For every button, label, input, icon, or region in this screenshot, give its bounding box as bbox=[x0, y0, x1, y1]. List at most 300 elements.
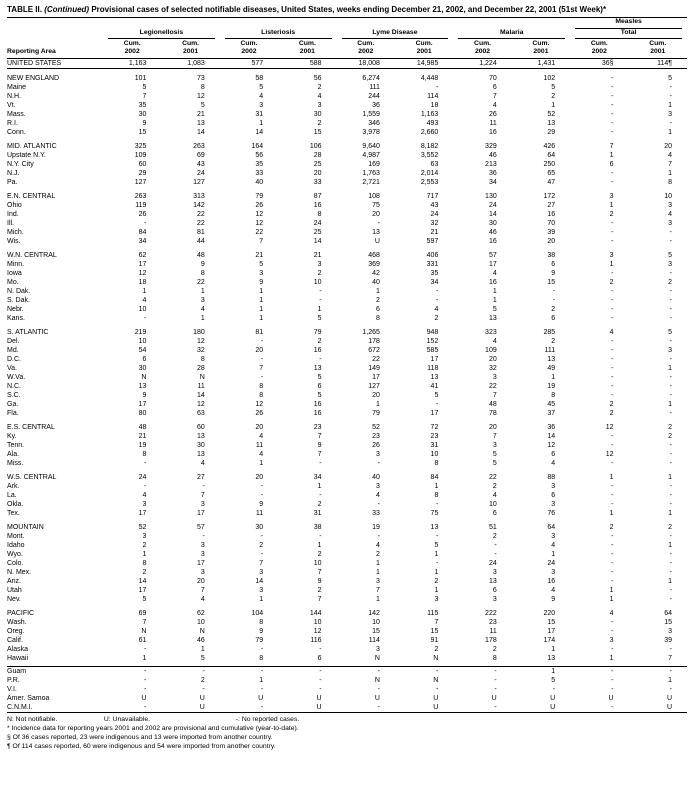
value-cell: 24 bbox=[488, 559, 497, 567]
reporting-area-cell: Ariz. bbox=[7, 577, 21, 585]
value-cell: 14 bbox=[196, 391, 205, 399]
value-cell: 14 bbox=[547, 432, 556, 440]
value-cell: 46 bbox=[196, 636, 205, 644]
value-cell: 30 bbox=[313, 110, 322, 118]
value-cell: 180 bbox=[193, 328, 205, 336]
value-cell: 64 bbox=[547, 151, 556, 159]
reporting-area-cell: Guam bbox=[7, 668, 27, 676]
value-cell: - bbox=[260, 373, 264, 381]
value-cell: 1 bbox=[609, 201, 614, 209]
value-cell: 1 bbox=[259, 314, 264, 322]
value-cell: N bbox=[141, 373, 147, 381]
value-cell: 4 bbox=[259, 432, 264, 440]
legend-not-notifiable: N: Not notifiable. bbox=[7, 716, 58, 724]
value-cell: 1 bbox=[259, 119, 264, 127]
value-cell: 9 bbox=[317, 441, 322, 449]
value-cell: 46 bbox=[488, 151, 497, 159]
value-cell: 7 bbox=[434, 618, 439, 626]
table-body bbox=[7, 59, 687, 713]
value-cell: 28 bbox=[313, 151, 322, 159]
value-cell: - bbox=[669, 119, 672, 127]
group-header-legionellosis bbox=[103, 29, 220, 39]
table-row-w-va bbox=[7, 373, 687, 382]
value-cell: 1 bbox=[376, 400, 380, 408]
value-cell: 17 bbox=[138, 400, 147, 408]
value-cell: 3 bbox=[259, 101, 264, 109]
table-row-mass bbox=[7, 110, 687, 119]
value-cell: 285 bbox=[543, 328, 556, 336]
value-cell: 27 bbox=[196, 473, 205, 481]
value-cell: 7 bbox=[492, 391, 497, 399]
value-cell: - bbox=[611, 74, 614, 82]
value-cell: 144 bbox=[309, 609, 322, 617]
value-cell: N bbox=[199, 373, 205, 381]
value-cell: 174 bbox=[543, 636, 556, 644]
value-cell: - bbox=[319, 532, 322, 540]
value-cell: 2 bbox=[668, 278, 672, 286]
value-cell: 493 bbox=[426, 119, 439, 127]
value-cell: 2 bbox=[492, 532, 497, 540]
value-cell: 2 bbox=[142, 541, 147, 549]
table-row-fla bbox=[7, 409, 687, 418]
value-cell: 14 bbox=[138, 577, 147, 585]
reporting-area-cell: NEW ENGLAND bbox=[7, 74, 60, 82]
value-cell: - bbox=[669, 337, 672, 345]
value-cell: 5 bbox=[317, 314, 322, 322]
table-title-continued: (Continued) bbox=[44, 5, 90, 14]
value-cell: 15 bbox=[547, 278, 556, 286]
table-row-n-y-city bbox=[7, 160, 687, 169]
reporting-area-cell: La. bbox=[7, 491, 17, 499]
reporting-area-cell: N.Y. City bbox=[7, 160, 34, 168]
table-row-ohio bbox=[7, 201, 687, 210]
value-cell: - bbox=[611, 500, 614, 508]
table-row-p-r bbox=[7, 676, 687, 685]
value-cell: 20 bbox=[255, 423, 264, 431]
value-cell: - bbox=[260, 482, 264, 490]
value-cell: 3 bbox=[492, 595, 497, 603]
header-row-groups bbox=[7, 29, 687, 39]
value-cell: 263 bbox=[193, 142, 205, 150]
value-cell: 3 bbox=[200, 550, 205, 558]
value-cell: 33 bbox=[313, 178, 322, 186]
value-cell: 577 bbox=[220, 59, 278, 69]
value-cell: - bbox=[669, 269, 672, 277]
value-cell: 41 bbox=[430, 382, 439, 390]
value-cell: 91 bbox=[430, 636, 439, 644]
value-cell: 3 bbox=[668, 219, 672, 227]
value-cell: 13 bbox=[430, 523, 439, 531]
value-cell: 30 bbox=[488, 219, 497, 227]
value-cell: 39 bbox=[547, 228, 556, 236]
value-cell: 244 bbox=[368, 92, 380, 100]
value-cell: - bbox=[611, 441, 614, 449]
value-cell: 142 bbox=[193, 201, 205, 209]
table-row-del bbox=[7, 337, 687, 346]
value-cell: 2 bbox=[259, 541, 264, 549]
value-cell: 4 bbox=[376, 491, 380, 499]
value-cell: 346 bbox=[368, 119, 380, 127]
reporting-area-cell: R.I. bbox=[7, 119, 18, 127]
value-cell: - bbox=[319, 645, 322, 653]
value-cell: 19 bbox=[547, 382, 556, 390]
value-cell: U bbox=[550, 704, 556, 712]
value-cell: 22 bbox=[372, 355, 380, 363]
header-row-cum bbox=[7, 39, 687, 59]
reporting-area-cell: Ga. bbox=[7, 400, 19, 408]
value-cell: 10 bbox=[313, 618, 322, 626]
value-cell: - bbox=[494, 668, 497, 676]
value-cell: U bbox=[374, 695, 380, 703]
reporting-area-cell: Amer. Samoa bbox=[7, 695, 50, 703]
value-cell: 36§ bbox=[570, 59, 628, 69]
value-cell: 1 bbox=[317, 541, 322, 549]
value-cell: 36 bbox=[372, 101, 380, 109]
value-cell: 57 bbox=[196, 523, 205, 531]
value-cell: 5 bbox=[259, 83, 264, 91]
value-cell: 13 bbox=[196, 119, 205, 127]
reporting-area-cell: S. ATLANTIC bbox=[7, 328, 49, 336]
table-row-n-j bbox=[7, 169, 687, 178]
col-header-listeriosis-cum-2002: Cum. 2002 bbox=[220, 39, 278, 59]
value-cell: - bbox=[260, 668, 264, 676]
value-cell: 2 bbox=[492, 645, 497, 653]
value-cell: 5 bbox=[492, 450, 497, 458]
value-cell: 15 bbox=[547, 618, 556, 626]
value-cell: - bbox=[611, 92, 614, 100]
value-cell: 15 bbox=[664, 618, 672, 626]
value-cell: 3,978 bbox=[362, 128, 380, 136]
value-cell: - bbox=[611, 459, 614, 467]
value-cell: 1 bbox=[492, 287, 497, 295]
value-cell: 5 bbox=[259, 260, 264, 268]
value-cell: 2 bbox=[376, 550, 380, 558]
value-cell: 34 bbox=[488, 178, 497, 186]
value-cell: 3 bbox=[668, 346, 672, 354]
value-cell: 16 bbox=[488, 128, 497, 136]
legend-unavailable: U: Unavailable. bbox=[103, 716, 150, 724]
value-cell: 5 bbox=[434, 391, 439, 399]
value-cell: 2 bbox=[317, 337, 322, 345]
value-cell: - bbox=[669, 409, 672, 417]
value-cell: 60 bbox=[196, 423, 205, 431]
reporting-area-cell: P.R. bbox=[7, 677, 20, 685]
value-cell: 30 bbox=[138, 364, 147, 372]
footnote-incidence: * Incidence data for reporting years 2001 and 2002 are provisional and cumulative (year-to-date). bbox=[7, 725, 299, 733]
col-header-malaria-cum-2001: Cum. 2001 bbox=[512, 39, 570, 59]
value-cell: 164 bbox=[251, 142, 264, 150]
col-header-lyme-cum-2002: Cum. 2002 bbox=[337, 39, 395, 59]
value-cell: 12 bbox=[605, 423, 614, 431]
value-cell: 1 bbox=[376, 595, 380, 603]
value-cell: 717 bbox=[426, 192, 439, 200]
value-cell: - bbox=[319, 459, 322, 467]
reporting-area-cell: C.N.M.I. bbox=[7, 704, 33, 712]
value-cell: - bbox=[494, 677, 497, 685]
value-cell: 10 bbox=[488, 500, 497, 508]
value-cell: 6 bbox=[609, 160, 614, 168]
value-cell: 3,552 bbox=[420, 151, 439, 159]
value-cell: - bbox=[319, 686, 322, 694]
value-cell: - bbox=[669, 382, 672, 390]
value-cell: 406 bbox=[426, 251, 439, 259]
value-cell: 1 bbox=[259, 459, 264, 467]
reporting-area-cell: Ohio bbox=[7, 201, 22, 209]
value-cell: 3 bbox=[668, 627, 672, 635]
value-cell: 1 bbox=[142, 287, 147, 295]
value-cell: 20 bbox=[372, 391, 380, 399]
value-cell: 9 bbox=[551, 595, 556, 603]
value-cell: - bbox=[611, 314, 614, 322]
value-cell: 10 bbox=[430, 450, 439, 458]
value-cell: 17 bbox=[430, 409, 439, 417]
reporting-area-cell: Pa. bbox=[7, 178, 18, 186]
value-cell: 9 bbox=[200, 260, 205, 268]
value-cell: 51 bbox=[488, 523, 497, 531]
value-cell: 14 bbox=[313, 237, 322, 245]
value-cell: - bbox=[494, 550, 497, 558]
value-cell: N bbox=[199, 627, 205, 635]
value-cell: 2 bbox=[317, 500, 322, 508]
value-cell: 20 bbox=[196, 577, 205, 585]
value-cell: 1 bbox=[551, 550, 556, 558]
value-cell: 13 bbox=[372, 228, 380, 236]
value-cell: - bbox=[436, 559, 439, 567]
value-cell: 9 bbox=[259, 278, 264, 286]
value-cell: 22 bbox=[488, 473, 497, 481]
value-cell: 25 bbox=[313, 228, 322, 236]
value-cell: 3 bbox=[609, 636, 614, 644]
value-cell: 13 bbox=[488, 314, 497, 322]
value-cell: - bbox=[436, 532, 439, 540]
value-cell: 4 bbox=[492, 337, 497, 345]
value-cell: 3 bbox=[609, 251, 614, 259]
value-cell: 22 bbox=[196, 278, 205, 286]
value-cell: 6 bbox=[376, 305, 380, 313]
value-cell: 16 bbox=[488, 278, 497, 286]
value-cell: 40 bbox=[372, 473, 380, 481]
value-cell: 43 bbox=[196, 160, 205, 168]
value-cell: 43 bbox=[430, 201, 439, 209]
value-cell: U bbox=[433, 704, 439, 712]
value-cell: U bbox=[491, 695, 497, 703]
value-cell: - bbox=[144, 686, 147, 694]
reporting-area-header bbox=[7, 18, 103, 58]
value-cell: 2 bbox=[551, 337, 556, 345]
value-cell: 1 bbox=[376, 559, 380, 567]
reporting-area-cell: N. Dak. bbox=[7, 287, 31, 295]
value-cell: 101 bbox=[134, 74, 147, 82]
reporting-area-cell: UNITED STATES bbox=[7, 59, 103, 69]
value-cell: - bbox=[377, 219, 380, 227]
value-cell: 20 bbox=[255, 346, 264, 354]
value-cell: 84 bbox=[430, 473, 439, 481]
value-cell: 35 bbox=[430, 269, 439, 277]
value-cell: 2 bbox=[200, 677, 205, 685]
value-cell: - bbox=[611, 364, 614, 372]
value-cell: - bbox=[552, 287, 556, 295]
value-cell: 4 bbox=[551, 586, 556, 594]
value-cell: 24 bbox=[488, 201, 497, 209]
value-cell: 127 bbox=[193, 178, 205, 186]
value-cell: 1 bbox=[668, 677, 672, 685]
value-cell: 6 bbox=[492, 586, 497, 594]
value-cell: - bbox=[377, 704, 380, 712]
reporting-area-cell: D.C. bbox=[7, 355, 21, 363]
reporting-area-cell: E.N. CENTRAL bbox=[7, 192, 56, 200]
value-cell: - bbox=[202, 482, 205, 490]
value-cell: 1 bbox=[668, 541, 672, 549]
value-cell: - bbox=[611, 373, 614, 381]
header-spacer bbox=[103, 18, 570, 28]
value-cell: 36 bbox=[488, 169, 497, 177]
value-cell: U bbox=[258, 695, 264, 703]
value-cell: 33 bbox=[372, 509, 380, 517]
value-cell: 17 bbox=[138, 260, 147, 268]
table-row-iowa bbox=[7, 269, 687, 278]
value-cell: 32 bbox=[196, 346, 205, 354]
group-header-measles-total bbox=[570, 29, 687, 39]
value-cell: 48 bbox=[488, 400, 497, 408]
reporting-area-cell: Colo. bbox=[7, 559, 24, 567]
value-cell: 81 bbox=[255, 328, 264, 336]
value-cell: 56 bbox=[313, 74, 322, 82]
value-cell: 12 bbox=[255, 400, 264, 408]
table-row-utah bbox=[7, 586, 687, 595]
value-cell: 56 bbox=[255, 151, 264, 159]
value-cell: - bbox=[436, 400, 439, 408]
value-cell: 84 bbox=[138, 228, 147, 236]
table-row-colo bbox=[7, 559, 687, 568]
value-cell: 20 bbox=[313, 169, 322, 177]
value-cell: 10 bbox=[313, 278, 322, 286]
value-cell: 65 bbox=[547, 169, 556, 177]
value-cell: - bbox=[319, 668, 322, 676]
value-cell: 70 bbox=[488, 74, 497, 82]
value-cell: 2 bbox=[551, 305, 556, 313]
value-cell: 1 bbox=[142, 654, 147, 662]
value-cell: 11 bbox=[255, 441, 264, 449]
value-cell: 3 bbox=[200, 568, 205, 576]
value-cell: 1 bbox=[376, 287, 380, 295]
value-cell: 17 bbox=[138, 586, 147, 594]
value-cell: 2 bbox=[492, 482, 497, 490]
value-cell: 62 bbox=[138, 251, 147, 259]
value-cell: 3 bbox=[492, 568, 497, 576]
value-cell: 106 bbox=[309, 142, 322, 150]
table-row-mich bbox=[7, 228, 687, 237]
table-row-ind bbox=[7, 210, 687, 219]
value-cell: 28 bbox=[196, 364, 205, 372]
table-row-wyo bbox=[7, 550, 687, 559]
value-cell: 13 bbox=[196, 450, 205, 458]
value-cell: 26 bbox=[138, 210, 147, 218]
value-cell: 17 bbox=[372, 373, 380, 381]
value-cell: 12 bbox=[255, 219, 264, 227]
value-cell: 12 bbox=[255, 210, 264, 218]
value-cell: 18,008 bbox=[337, 59, 395, 69]
value-cell: 1,163 bbox=[103, 59, 161, 69]
value-cell: 3 bbox=[492, 373, 497, 381]
value-cell: 672 bbox=[368, 346, 380, 354]
reporting-area-cell: Idaho bbox=[7, 541, 25, 549]
value-cell: 588 bbox=[278, 59, 336, 69]
value-cell: 948 bbox=[426, 328, 439, 336]
value-cell: 12 bbox=[547, 441, 556, 449]
value-cell: 16 bbox=[547, 577, 556, 585]
value-cell: 24 bbox=[138, 473, 147, 481]
value-cell: - bbox=[611, 645, 614, 653]
table-row-ky bbox=[7, 432, 687, 441]
value-cell: 32 bbox=[488, 364, 497, 372]
value-cell: - bbox=[611, 101, 614, 109]
value-cell: 7 bbox=[142, 618, 147, 626]
value-cell: 1 bbox=[668, 400, 672, 408]
value-cell: 12 bbox=[313, 627, 322, 635]
value-cell: 29 bbox=[138, 169, 147, 177]
lyme-disease-label: Lyme Disease bbox=[342, 29, 449, 39]
value-cell: 15 bbox=[430, 627, 439, 635]
table-row-md bbox=[7, 346, 687, 355]
value-cell: 1 bbox=[259, 296, 264, 304]
value-cell: - bbox=[611, 346, 614, 354]
table-row-okla bbox=[7, 500, 687, 509]
value-cell: N bbox=[374, 654, 380, 662]
value-cell: 114 bbox=[368, 636, 380, 644]
value-cell: 585 bbox=[426, 346, 439, 354]
value-cell: 62 bbox=[196, 609, 205, 617]
value-cell: - bbox=[611, 355, 614, 363]
value-cell: 4 bbox=[492, 101, 497, 109]
value-cell: 1,265 bbox=[362, 328, 380, 336]
table-row-upstate-n-y bbox=[7, 151, 687, 160]
value-cell: 1 bbox=[609, 509, 614, 517]
value-cell: 1,163 bbox=[420, 110, 439, 118]
reporting-area-cell: Ind. bbox=[7, 210, 19, 218]
value-cell: 17 bbox=[430, 355, 439, 363]
value-cell: 78 bbox=[488, 409, 497, 417]
value-cell: 1 bbox=[434, 482, 439, 490]
value-cell: 7 bbox=[668, 160, 672, 168]
value-cell: 127 bbox=[368, 382, 380, 390]
value-cell: 1 bbox=[551, 373, 556, 381]
reporting-area-cell: Mo. bbox=[7, 278, 19, 286]
value-cell: 15 bbox=[313, 128, 322, 136]
col-header-legionellosis-cum-2002: Cum. 2002 bbox=[103, 39, 161, 59]
col-header-malaria-cum-2002: Cum. 2002 bbox=[453, 39, 511, 59]
value-cell: - bbox=[260, 550, 264, 558]
value-cell: 7 bbox=[317, 450, 322, 458]
reporting-area-cell: Va. bbox=[7, 364, 17, 372]
value-cell: 24 bbox=[547, 559, 556, 567]
listeriosis-label: Listeriosis bbox=[225, 29, 332, 39]
value-cell: 30 bbox=[138, 110, 147, 118]
value-cell: 468 bbox=[368, 251, 380, 259]
value-cell: 31 bbox=[430, 441, 439, 449]
value-cell: - bbox=[611, 618, 614, 626]
value-cell: - bbox=[669, 645, 672, 653]
value-cell: - bbox=[611, 305, 614, 313]
value-cell: 3 bbox=[668, 201, 672, 209]
reporting-area-cell: Wyo. bbox=[7, 550, 23, 558]
reporting-area-cell: MID. ATLANTIC bbox=[7, 142, 57, 150]
value-cell: U bbox=[141, 695, 147, 703]
value-cell: 80 bbox=[138, 409, 147, 417]
value-cell: 2 bbox=[142, 568, 147, 576]
value-cell: 1 bbox=[200, 314, 205, 322]
value-cell: 6 bbox=[492, 509, 497, 517]
value-cell: 75 bbox=[430, 509, 439, 517]
